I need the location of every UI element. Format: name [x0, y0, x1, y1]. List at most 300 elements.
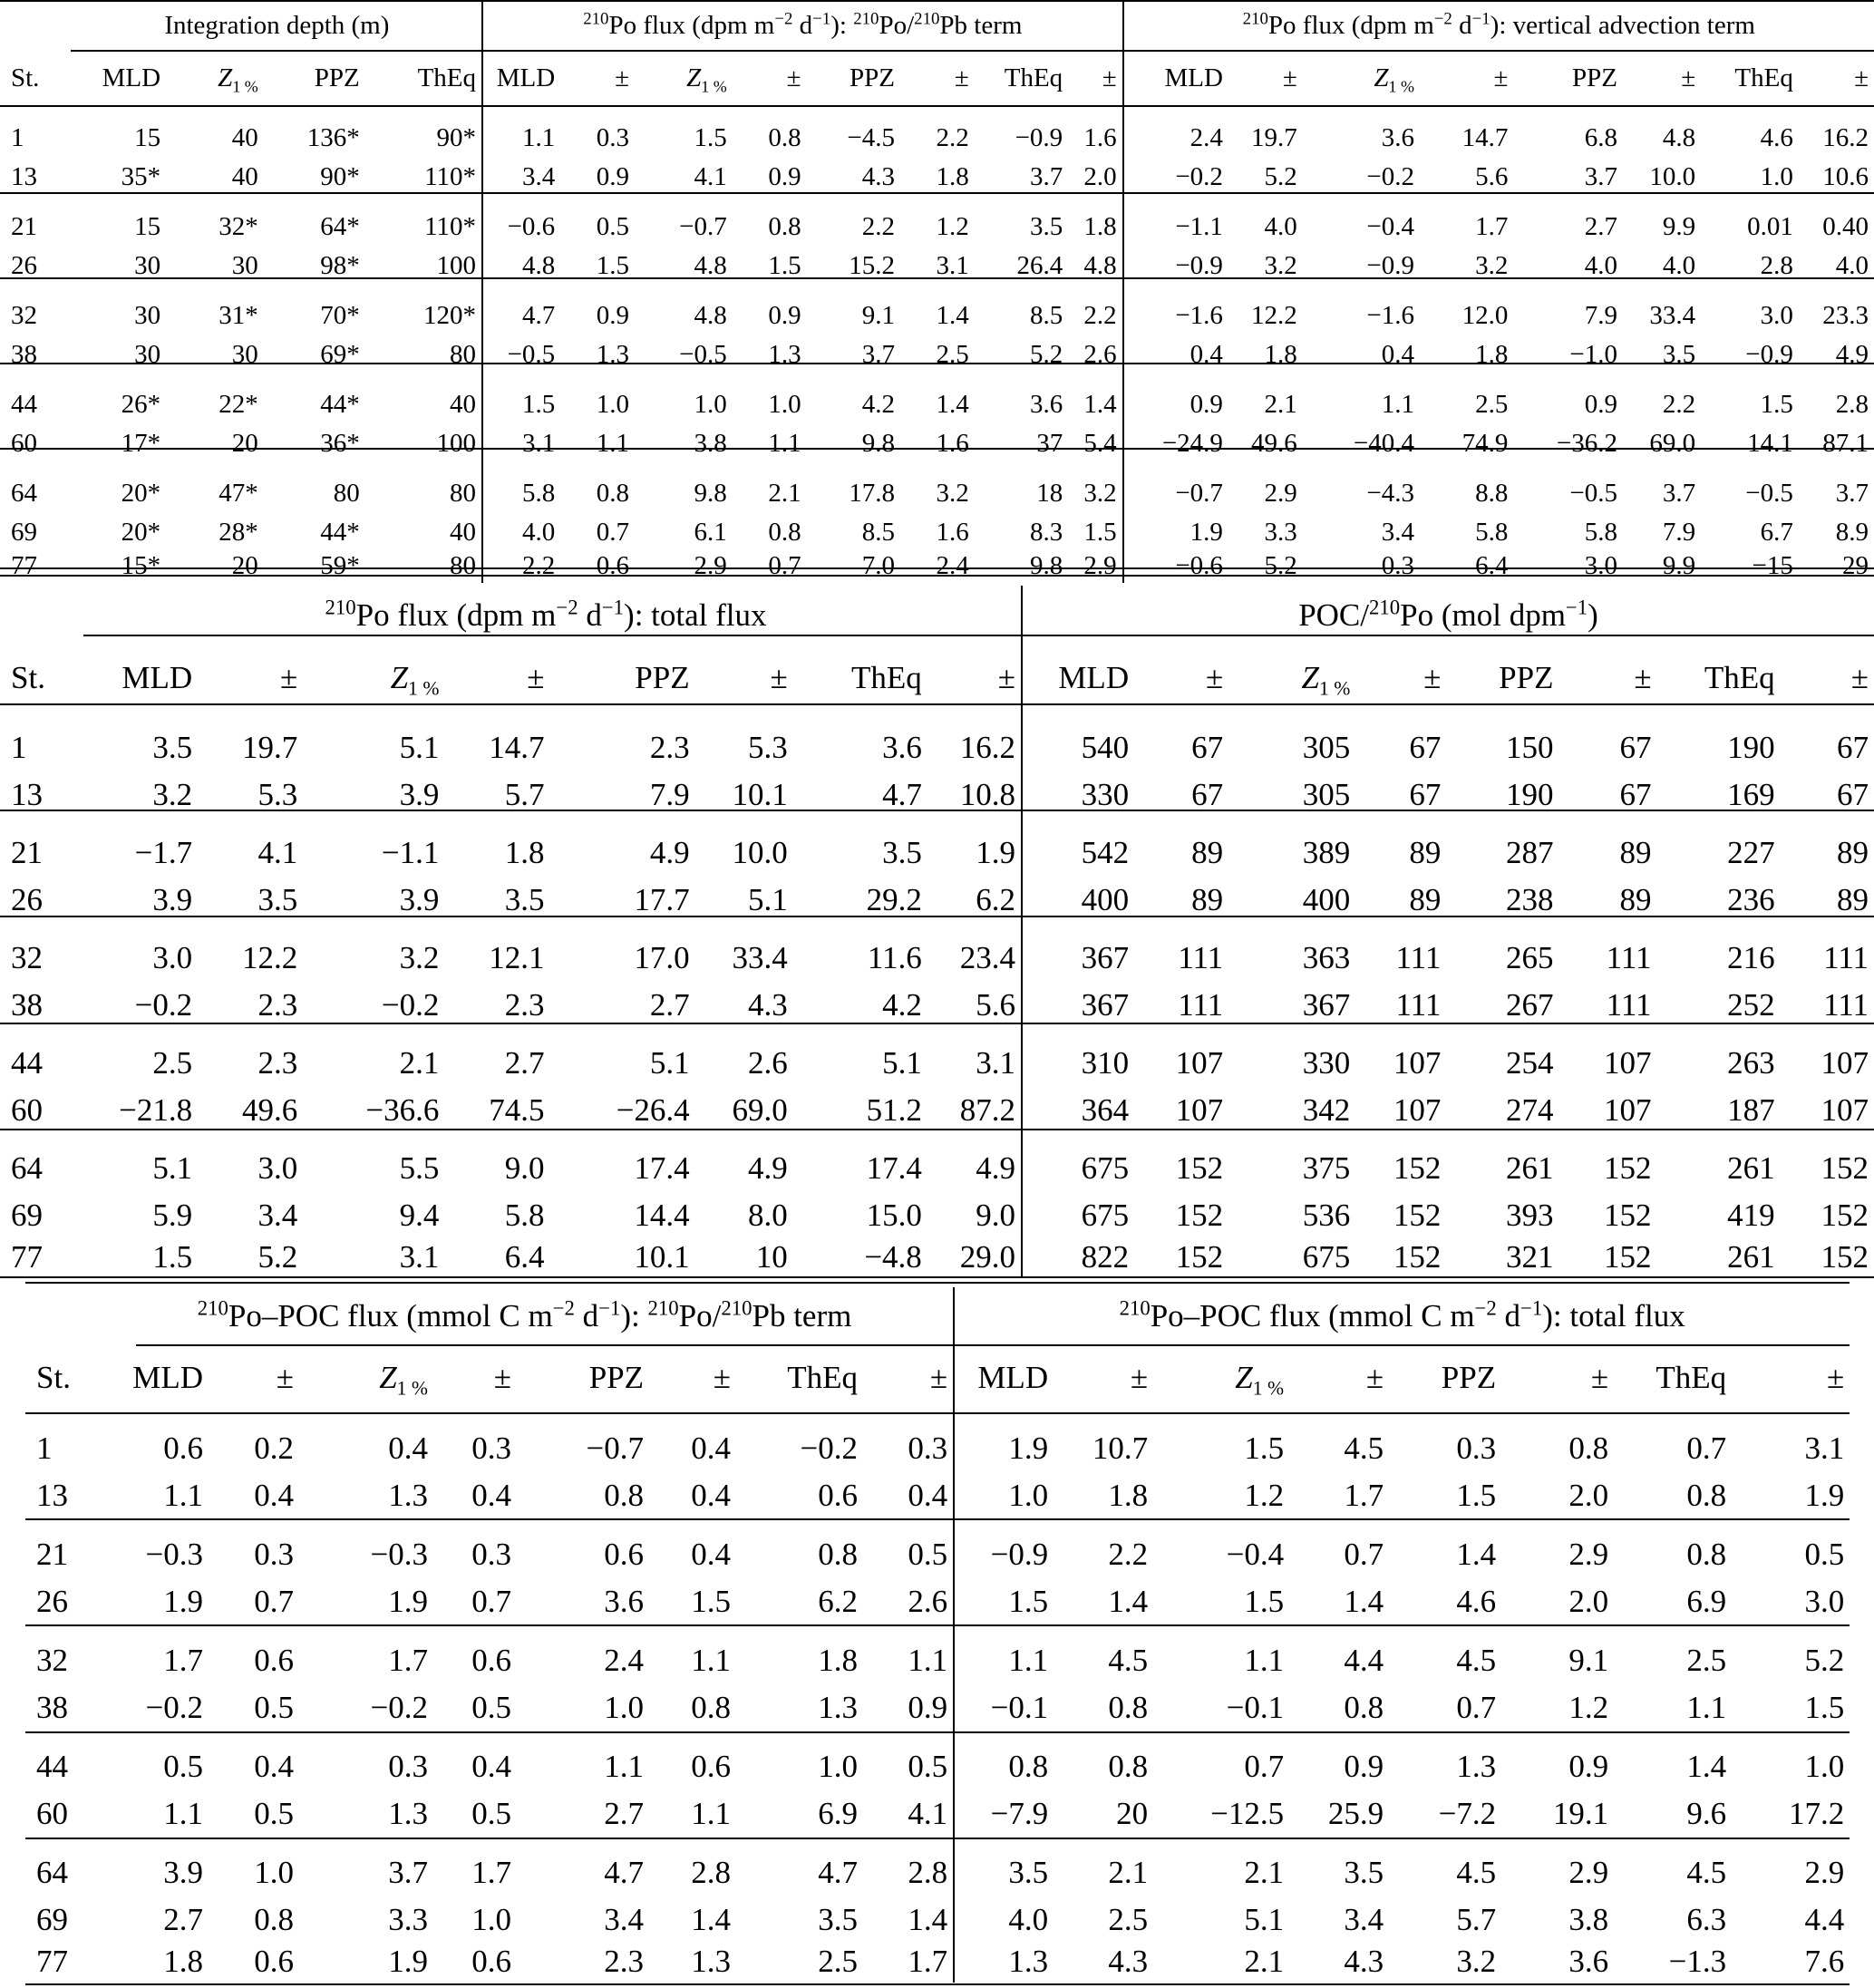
value-cell: 0.5 [471, 1690, 511, 1725]
value-cell: 67 [1837, 777, 1869, 812]
col-header-ppz: PPZ [849, 63, 895, 92]
value-cell: 267 [1505, 987, 1554, 1023]
value-cell: 10.0 [1649, 162, 1696, 191]
value-cell: 1.4 [936, 301, 969, 330]
value-cell: 0.4 [1381, 340, 1414, 369]
value-cell: −0.4 [1366, 212, 1414, 241]
col-header-mld: MLD [977, 1360, 1049, 1395]
value-cell: 19.7 [1251, 123, 1297, 152]
value-cell: 0.6 [471, 1944, 511, 1979]
value-cell: 12.0 [1461, 301, 1509, 330]
value-cell: 111 [1395, 987, 1442, 1023]
value-cell: 1.1 [1686, 1690, 1727, 1725]
station-cell: 13 [36, 1478, 68, 1513]
value-cell: 10.6 [1822, 162, 1869, 191]
value-cell: 89 [1837, 882, 1869, 917]
station-cell: 21 [11, 212, 37, 241]
value-cell: 1.1 [521, 123, 556, 152]
station-cell: 60 [11, 429, 37, 458]
value-cell: 110* [365, 194, 482, 249]
value-cell: 1.8 [1475, 340, 1509, 369]
value-cell: 20* [121, 479, 161, 508]
value-cell: 1.8 [504, 835, 545, 870]
value-cell: 3.2 [399, 940, 440, 975]
value-cell: 2.1 [768, 479, 801, 508]
value-cell: 29.2 [866, 882, 922, 917]
value-cell: 8.5 [861, 518, 895, 547]
value-cell: 4.1 [257, 835, 298, 870]
value-cell: 2.7 [604, 1796, 644, 1831]
value-cell: 0.9 [1189, 390, 1223, 419]
value-cell: −36.2 [1556, 429, 1618, 458]
value-cell: 6.2 [818, 1584, 858, 1619]
value-cell: 3.3 [1264, 518, 1297, 547]
value-cell: 310 [1081, 1045, 1130, 1081]
value-cell: 1.9 [388, 1944, 428, 1979]
rule-t2-group [83, 635, 1874, 636]
value-cell: 30 [134, 251, 161, 280]
value-cell: 5.3 [747, 730, 788, 765]
rule-t1-top [0, 0, 1874, 2]
value-cell: 19.7 [242, 730, 298, 765]
value-cell: 1.8 [163, 1944, 203, 1979]
value-cell: −1.3 [1668, 1944, 1727, 1979]
value-cell: 0.7 [254, 1584, 294, 1619]
value-cell: 389 [1302, 835, 1351, 870]
value-cell: 1.4 [1108, 1584, 1149, 1619]
value-cell: 17.0 [634, 940, 690, 975]
value-cell: 1.0 [1760, 162, 1793, 191]
col-header-uncertainty: ± [1205, 660, 1224, 695]
value-cell: 89 [1409, 835, 1442, 870]
value-cell: 2.3 [649, 730, 690, 765]
value-cell: 4.8 [521, 251, 556, 280]
value-cell: 152 [1393, 1150, 1442, 1186]
value-cell: 1.2 [936, 212, 969, 241]
col-header-theq: ThEq [851, 660, 922, 695]
value-cell: 87.2 [927, 1090, 1022, 1131]
value-cell: 9.0 [927, 1195, 1022, 1236]
value-cell: 20 [231, 429, 258, 458]
value-cell: 2.7 [504, 1045, 545, 1081]
col-header-uncertainty: ± [1590, 1360, 1609, 1395]
value-cell: −0.5 [507, 340, 556, 369]
value-cell: 1.1 [1381, 390, 1414, 419]
value-cell: 3.5 [1344, 1854, 1384, 1890]
value-cell: 2.9 [1568, 1854, 1609, 1890]
value-cell: 37 [1036, 429, 1063, 458]
value-cell: 0.7 [471, 1584, 511, 1619]
value-cell: 4.6 [1456, 1584, 1497, 1619]
value-cell: 9.8 [694, 479, 727, 508]
value-cell: 3.5 [882, 835, 922, 870]
station-cell: 38 [11, 340, 37, 369]
value-cell: 100 [365, 249, 482, 283]
col-header-uncertainty: ± [1365, 1360, 1384, 1395]
value-cell: 1.1 [1244, 1642, 1285, 1678]
value-cell: 1.5 [691, 1584, 731, 1619]
value-cell: 1.5 [1068, 516, 1122, 549]
value-cell: 5.8 [1584, 518, 1618, 547]
value-cell: 3.1 [936, 251, 969, 280]
value-cell: 321 [1505, 1239, 1554, 1275]
value-cell: 30 [231, 251, 258, 280]
col-header-z: $Z_{1 \%}$ [1301, 660, 1351, 700]
rule-t1-sec2 [0, 277, 1874, 279]
value-cell: 2.9 [1264, 479, 1297, 508]
value-cell: 2.4 [604, 1642, 644, 1678]
table-row [25, 1581, 1850, 1623]
value-cell: 4.3 [1344, 1944, 1384, 1979]
rule-t3-sec4 [25, 1838, 1850, 1839]
value-cell: 3.8 [1568, 1902, 1609, 1937]
value-cell: 69.0 [1649, 429, 1696, 458]
station-cell: 21 [11, 835, 43, 870]
value-cell: 28* [218, 518, 258, 547]
value-cell: 0.01 [1747, 212, 1793, 241]
value-cell: 0.8 [768, 518, 801, 547]
value-cell: 2.1 [1244, 1944, 1285, 1979]
value-cell: 1.5 [1244, 1584, 1285, 1619]
value-cell: 10 [755, 1239, 788, 1275]
value-cell: 1.1 [691, 1796, 731, 1831]
value-cell: 0.4 [863, 1475, 954, 1517]
value-cell: 2.1 [1108, 1854, 1149, 1890]
value-cell: 1.1 [163, 1478, 203, 1513]
value-cell: 4.5 [1108, 1642, 1149, 1678]
value-cell: 675 [1081, 1198, 1130, 1233]
value-cell: 0.8 [768, 123, 801, 152]
value-cell: 29 [1842, 551, 1869, 580]
value-cell: 152 [1821, 1239, 1869, 1275]
value-cell: −0.3 [370, 1536, 428, 1572]
station-cell: 77 [11, 551, 37, 580]
value-cell: 3.0 [152, 940, 193, 975]
value-cell: 536 [1302, 1198, 1351, 1233]
station-cell: 60 [11, 1092, 43, 1128]
value-cell: 4.5 [1344, 1430, 1384, 1466]
value-cell: 2.9 [694, 551, 727, 580]
value-cell: 169 [1727, 777, 1775, 812]
value-cell: 12.2 [1251, 301, 1297, 330]
value-cell: 10.8 [927, 774, 1022, 816]
col-header-uncertainty: ± [1850, 660, 1869, 695]
station-cell: 1 [36, 1430, 53, 1466]
value-cell: 0.8 [768, 212, 801, 241]
value-cell: 40 [365, 516, 482, 549]
value-cell: 342 [1302, 1092, 1351, 1128]
station-cell: 21 [36, 1536, 68, 1572]
value-cell: 152 [1821, 1198, 1869, 1233]
value-cell: 0.40 [1822, 212, 1869, 241]
value-cell: 542 [1081, 835, 1130, 870]
value-cell: −12.5 [1210, 1796, 1285, 1831]
value-cell: 1.4 [936, 390, 969, 419]
value-cell: 1.6 [936, 518, 969, 547]
value-cell: 3.0 [257, 1150, 298, 1186]
value-cell: 17.8 [849, 479, 895, 508]
value-cell: −0.7 [586, 1430, 644, 1466]
value-cell: −0.9 [1015, 123, 1063, 152]
station-cell: 32 [36, 1642, 68, 1678]
value-cell: 111 [1606, 940, 1652, 975]
value-cell: −4.3 [1366, 479, 1414, 508]
value-cell: 2.2 [936, 123, 969, 152]
value-cell: −0.5 [1569, 479, 1618, 508]
value-cell: 120* [365, 283, 482, 338]
value-cell: 2.2 [861, 212, 895, 241]
value-cell: 1.2 [1244, 1478, 1285, 1513]
value-cell: 4.7 [521, 301, 556, 330]
value-cell: 0.6 [163, 1430, 203, 1466]
value-cell: 59* [320, 551, 360, 580]
value-cell: 4.9 [747, 1150, 788, 1186]
value-cell: 12.1 [489, 940, 545, 975]
value-cell: 1.3 [818, 1690, 858, 1725]
group-header-vertical-advection: $^{210}$Po flux (dpm $m^{-2}$ $d^{-1}$): vertical advection term [1242, 8, 1755, 40]
value-cell: 20 [231, 551, 258, 580]
value-cell: 4.0 [1584, 251, 1618, 280]
value-cell: 4.7 [818, 1854, 858, 1890]
col-header-mld: MLD [121, 660, 193, 695]
value-cell: −24.9 [1161, 429, 1223, 458]
value-cell: 110* [365, 160, 482, 194]
table-row [0, 105, 1874, 160]
value-cell: 9.6 [1686, 1796, 1727, 1831]
value-cell: 0.5 [863, 1517, 954, 1581]
value-cell: 2.7 [163, 1902, 203, 1937]
value-cell: 111 [1178, 987, 1224, 1023]
value-cell: 5.2 [1264, 162, 1297, 191]
value-cell: −0.2 [145, 1690, 203, 1725]
col-header-ppz: PPZ [588, 1360, 644, 1395]
value-cell: 305 [1302, 777, 1351, 812]
rule-t2-sec3 [0, 1023, 1874, 1024]
col-header-uncertainty: ± [527, 660, 545, 695]
value-cell: 4.8 [1068, 249, 1122, 283]
table-row [0, 1026, 1874, 1090]
rule-t1-bottom [0, 567, 1874, 569]
value-cell: 0.4 [691, 1430, 731, 1466]
col-header-uncertainty: ± [276, 1360, 294, 1395]
value-cell: 0.9 [596, 162, 630, 191]
value-cell: 367 [1302, 987, 1351, 1023]
rule-t3-bottom [25, 1983, 1850, 1985]
value-cell: 49.6 [1251, 429, 1297, 458]
station-cell: 26 [11, 882, 43, 917]
value-cell: 3.0 [1760, 301, 1793, 330]
value-cell: 0.7 [596, 518, 630, 547]
value-cell: −0.2 [134, 987, 193, 1023]
station-cell: 64 [11, 479, 37, 508]
value-cell: 4.2 [882, 987, 922, 1023]
value-cell: 152 [1604, 1198, 1652, 1233]
value-cell: −1.1 [381, 835, 440, 870]
value-cell: 0.4 [471, 1478, 511, 1513]
value-cell: 5.9 [152, 1198, 193, 1233]
value-cell: 2.0 [1068, 160, 1122, 194]
value-cell: 5.2 [257, 1239, 298, 1275]
value-cell: 1.4 [1344, 1584, 1384, 1619]
value-cell: 3.6 [604, 1584, 644, 1619]
value-cell: 100 [365, 427, 482, 461]
value-cell: 3.7 [861, 340, 895, 369]
rule-t1-sec3 [0, 363, 1874, 364]
value-cell: 87.1 [1822, 429, 1869, 458]
value-cell: 3.7 [388, 1854, 428, 1890]
value-cell: 0.6 [604, 1536, 644, 1572]
value-cell: 0.3 [596, 123, 630, 152]
table-row [0, 984, 1874, 1026]
value-cell: 3.9 [399, 882, 440, 917]
col-header-z: $Z_{1 \%}$ [1374, 63, 1414, 95]
value-cell: 4.2 [861, 390, 895, 419]
value-cell: 16.2 [927, 711, 1022, 774]
value-cell: 5.8 [521, 479, 556, 508]
value-cell: 393 [1505, 1198, 1554, 1233]
value-cell: 67 [1619, 730, 1652, 765]
value-cell: 5.1 [882, 1045, 922, 1081]
col-header-theq: ThEq [1734, 63, 1793, 92]
value-cell: 80 [365, 549, 482, 583]
value-cell: 51.2 [866, 1092, 922, 1128]
table-row [0, 1195, 1874, 1236]
value-cell: 1.7 [388, 1642, 428, 1678]
value-cell: 7.9 [1584, 301, 1618, 330]
value-cell: 3.5 [504, 882, 545, 917]
value-cell: 1.1 [768, 429, 801, 458]
value-cell: −4.8 [864, 1239, 922, 1275]
value-cell: 3.6 [1029, 390, 1063, 419]
table-total-flux-poc-ratio [0, 586, 1874, 1278]
value-cell: 2.9 [1804, 1854, 1845, 1890]
value-cell: 1.5 [521, 390, 556, 419]
value-cell: 2.2 [521, 551, 556, 580]
value-cell: 2.1 [1264, 390, 1297, 419]
value-cell: 0.5 [471, 1796, 511, 1831]
value-cell: −0.1 [1226, 1690, 1285, 1725]
value-cell: 111 [1606, 987, 1652, 1023]
value-cell: −0.6 [1175, 551, 1223, 580]
value-cell: 2.3 [604, 1944, 644, 1979]
value-cell: 6.9 [818, 1796, 858, 1831]
value-cell: 3.0 [1804, 1584, 1845, 1619]
value-cell: 10.0 [732, 835, 788, 870]
value-cell: 1.3 [596, 340, 630, 369]
value-cell: 0.9 [1584, 390, 1618, 419]
station-cell: 26 [11, 251, 37, 280]
value-cell: −15 [1752, 551, 1793, 580]
value-cell: 822 [1081, 1239, 1130, 1275]
value-cell: 1.1 [163, 1796, 203, 1831]
value-cell: 30 [231, 340, 258, 369]
value-cell: 0.6 [818, 1478, 858, 1513]
value-cell: 4.0 [1662, 251, 1696, 280]
value-cell: 0.8 [596, 479, 630, 508]
value-cell: 5.6 [1475, 162, 1509, 191]
value-cell: 5.1 [152, 1150, 193, 1186]
table-po-poc-flux [25, 1287, 1850, 1983]
table-body [0, 711, 1874, 1278]
value-cell: 0.9 [768, 301, 801, 330]
value-cell: 67 [1409, 730, 1442, 765]
value-cell: 30 [134, 301, 161, 330]
value-cell: 11.6 [867, 940, 922, 975]
value-cell: 0.4 [254, 1478, 294, 1513]
station-cell: 44 [36, 1748, 68, 1784]
value-cell: 152 [1175, 1150, 1224, 1186]
value-cell: 111 [1823, 987, 1869, 1023]
value-cell: 17.7 [634, 882, 690, 917]
rule-t3-group [136, 1344, 1850, 1346]
value-cell: 6.8 [1584, 123, 1618, 152]
value-cell: −21.8 [119, 1092, 193, 1128]
value-cell: 8.0 [747, 1198, 788, 1233]
value-cell: 5.7 [1456, 1902, 1497, 1937]
table-row [25, 1517, 1850, 1581]
value-cell: 15 [134, 123, 161, 152]
rule-t3-sec1 [25, 1518, 1850, 1520]
value-cell: 227 [1727, 835, 1775, 870]
value-cell: 4.1 [694, 162, 727, 191]
value-cell: 2.9 [1568, 1536, 1609, 1572]
value-cell: 107 [1604, 1092, 1652, 1128]
value-cell: 3.7 [1835, 479, 1869, 508]
value-cell: 400 [1302, 882, 1351, 917]
rule-t3-sec2 [25, 1624, 1850, 1626]
value-cell: 152 [1175, 1239, 1224, 1275]
value-cell: 5.5 [399, 1150, 440, 1186]
value-cell: 7.6 [1804, 1944, 1845, 1979]
value-cell: 3.1 [399, 1239, 440, 1275]
value-cell: 17* [121, 429, 161, 458]
col-header-uncertainty: ± [770, 660, 788, 695]
value-cell: 80 [365, 338, 482, 372]
value-cell: 89 [1409, 882, 1442, 917]
value-cell: 2.5 [152, 1045, 193, 1081]
value-cell: 0.4 [691, 1478, 731, 1513]
col-header-st: St. [11, 660, 45, 695]
value-cell: 2.3 [257, 987, 298, 1023]
value-cell: 3.4 [257, 1198, 298, 1233]
col-header-uncertainty: ± [493, 1360, 511, 1395]
value-cell: 252 [1727, 987, 1775, 1023]
station-cell: 13 [11, 777, 43, 812]
value-cell: 4.1 [863, 1793, 954, 1835]
value-cell: 3.2 [1068, 461, 1122, 516]
value-cell: 1.4 [1068, 372, 1122, 427]
table-row [0, 283, 1874, 338]
value-cell: 4.8 [694, 301, 727, 330]
col-header-uncertainty: ± [954, 63, 969, 92]
table-row [25, 1835, 1850, 1899]
value-cell: −26.4 [616, 1092, 690, 1128]
col-header-uncertainty: ± [1681, 63, 1696, 92]
value-cell: 14.1 [1747, 429, 1793, 458]
value-cell: 2.8 [691, 1854, 731, 1890]
value-cell: 3.1 [521, 429, 556, 458]
value-cell: 5.3 [257, 777, 298, 812]
value-cell: 1.9 [1008, 1430, 1049, 1466]
col-header-uncertainty: ± [1068, 51, 1122, 105]
value-cell: 1.4 [691, 1902, 731, 1937]
col-header-z: $Z_{1 \%}$ [218, 63, 258, 95]
value-cell: −0.5 [1745, 479, 1793, 508]
value-cell: 40 [365, 372, 482, 427]
value-cell: 9.8 [861, 429, 895, 458]
value-cell: 0.8 [691, 1690, 731, 1725]
value-cell: 5.4 [1068, 427, 1122, 461]
